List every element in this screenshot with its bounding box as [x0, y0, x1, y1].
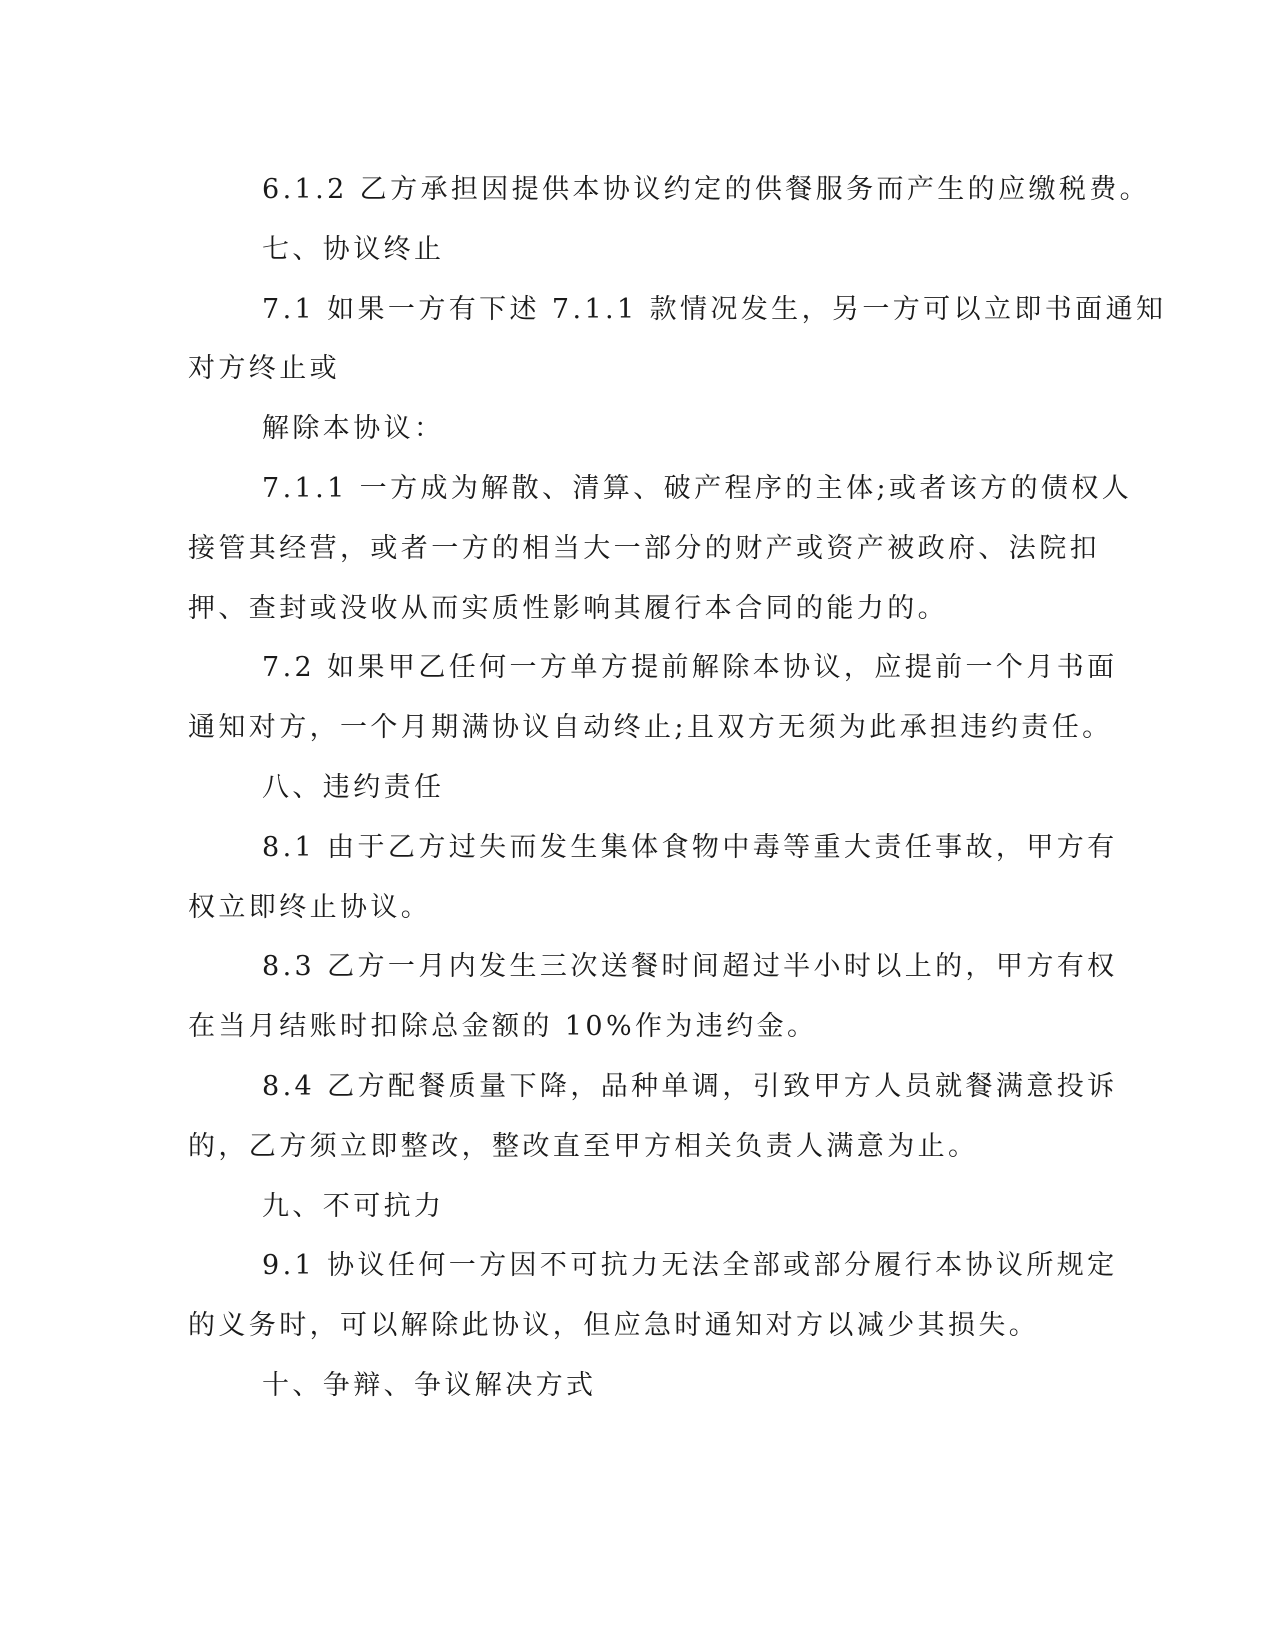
- clause-7-2-line-1: 7.2 如果甲乙任何一方单方提前解除本协议，应提前一个月书面: [262, 652, 1118, 684]
- section-heading-9: 九、不可抗力: [262, 1190, 445, 1222]
- clause-7-1-1-line-1: 7.1.1 一方成为解散、清算、破产程序的主体;或者该方的债权人: [262, 472, 1133, 504]
- clause-8-1-line-1: 8.1 由于乙方过失而发生集体食物中毒等重大责任事故，甲方有: [262, 831, 1118, 863]
- clause-9-1-line-1: 9.1 协议任何一方因不可抗力无法全部或部分履行本协议所规定: [262, 1250, 1118, 1282]
- clause-7-1-line-2: 对方终止或: [188, 353, 340, 385]
- clause-8-4-line-2: 的，乙方须立即整改，整改直至甲方相关负责人满意为止。: [188, 1130, 979, 1162]
- clause-6-1-2: 6.1.2 乙方承担因提供本协议约定的供餐服务而产生的应缴税费。: [262, 174, 1151, 205]
- document-body: [188, 160, 1167, 1416]
- clause-8-3-line-2: 在当月结账时扣除总金额的 10%作为违约金。: [188, 1011, 818, 1043]
- clause-7-1-1-line-3: 押、查封或没收从而实质性影响其履行本合同的能力的。: [188, 592, 948, 624]
- section-heading-10: 十、争辩、争议解决方式: [262, 1369, 597, 1401]
- clause-7-1-line-3: 解除本协议：: [262, 413, 445, 445]
- section-heading-8: 八、违约责任: [262, 771, 445, 803]
- clause-7-2-line-2: 通知对方，一个月期满协议自动终止;且双方无须为此承担违约责任。: [188, 712, 1113, 744]
- clause-7-1-1-line-2: 接管其经营，或者一方的相当大一部分的财产或资产被政府、法院扣: [188, 532, 1100, 564]
- clause-8-1-line-2: 权立即终止协议。: [188, 891, 432, 923]
- clause-9-1-line-2: 的义务时，可以解除此协议，但应急时通知对方以减少其损失。: [188, 1310, 1040, 1342]
- section-heading-7: 七、协议终止: [262, 233, 445, 265]
- clause-8-4-line-1: 8.4 乙方配餐质量下降，品种单调，引致甲方人员就餐满意投诉: [262, 1070, 1118, 1102]
- clause-8-3-line-1: 8.3 乙方一月内发生三次送餐时间超过半小时以上的，甲方有权: [262, 951, 1118, 983]
- clause-7-1-line-1: 7.1 如果一方有下述 7.1.1 款情况发生，另一方可以立即书面通知: [262, 293, 1167, 325]
